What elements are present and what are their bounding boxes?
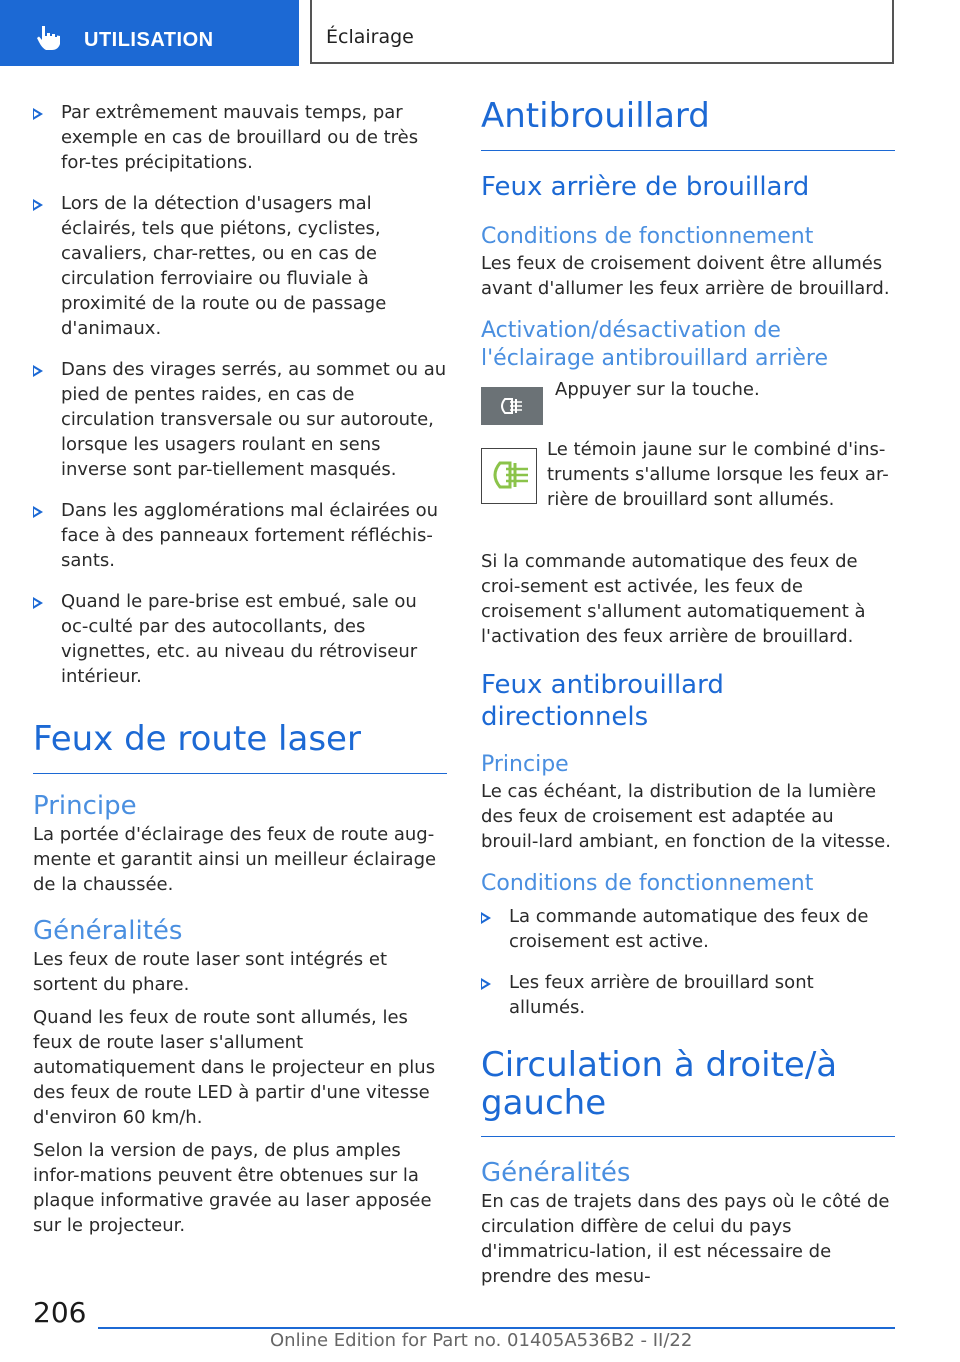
heading-directional-fog: Feux antibrouillard directionnels [481,670,724,732]
subheading-generalites: Généralités [33,916,183,946]
fog-button [481,387,543,425]
footer-rule [98,1327,895,1329]
heading-laser-high-beam: Feux de route laser [33,719,447,774]
generalites-right-text: En cas de trajets dans des pays où le côté de circulation diffère de celui du pays d'immatricu-lation, il est nécessaire de prendre des mesu- [481,1191,890,1287]
right-column [481,96,895,1297]
topic-box [310,0,894,64]
triangle-bullet-icon [481,912,491,924]
subheading-principe: Principe [33,791,137,821]
rear-fog-icon [481,387,543,425]
heading-antibrouillard: Antibrouillard [481,96,895,151]
section-tab [0,0,299,66]
triangle-bullet-icon [481,978,491,990]
controls-block [481,373,895,563]
page-number: 206 [33,1296,87,1329]
generalites-p2: Quand les feux de route sont allumés, les feux de route laser s'allument automatiquement dans le projecteur en plus des feux de route LED à partir d'une vitesse d'environ 60 km/h. [33,1007,436,1128]
subheading-principe-right: Principe [481,752,569,777]
triangle-bullet-icon [33,199,43,211]
principe-text: La portée d'éclairage des feux de route aug-mente et garantit ainsi un meilleur éclairage de la chaussée. [33,824,437,895]
subheading-conditions: Conditions de fonctionnement [481,224,814,249]
list-item: Par extrêmement mauvais temps, par exemple en cas de brouillard ou de très for-tes précipitations. [33,100,447,175]
conditions-list [33,100,447,689]
triangle-bullet-icon [33,365,43,377]
heading-circulation: Circulation à droite/à gauche [481,1046,895,1137]
subheading-activation: Activation/désactivation de l'éclairage antibrouillard arrière [481,318,828,371]
list-item: Dans les agglomérations mal éclairées ou face à des panneaux fortement réfléchis-sants. [33,498,447,573]
heading-rear-fog: Feux arrière de brouillard [481,172,810,202]
conditions-text: Les feux de croisement doivent être allumés avant d'allumer les feux arrière de brouillard. [481,253,890,299]
triangle-bullet-icon [33,506,43,518]
list-item: Dans des virages serrés, au sommet ou au pied de pentes raides, en cas de circulation transversale ou sur autoroute, lorsque les usagers roulant en sens inverse sont par-tiellement masqués. [33,357,447,482]
list-item: Les feux arrière de brouillard sont allumés. [481,970,895,1020]
auto-text: Si la commande automatique des feux de croi-sement est activée, les feux de croisement s'allument automatiquement à l'activation des feux arrière de brouillard. [481,551,866,647]
generalites-p3: Selon la version de pays, de plus amples infor-mations peuvent être obtenues sur la plaque informative gravée au laser apposée sur le projecteur. [33,1140,432,1236]
press-instruction: Appuyer sur la touche. [555,379,760,400]
indicator-lamp [481,448,537,504]
list-item: Quand le pare-brise est embué, sale ou oc-culté par des autocollants, des vignettes, etc. au niveau du rétroviseur intérieur. [33,589,447,689]
rear-fog-lamp-icon [482,449,535,502]
conditions-2-list [481,904,895,1020]
list-item: Lors de la détection d'usagers mal éclairés, tels que piétons, cyclistes, cavaliers, char-rettes, ou en cas de circulation ferroviaire ou fluviale à proximité de la route ou de passage d'animaux. [33,191,447,341]
principe-right-text: Le cas échéant, la distribution de la lumière des feux de croisement est adaptée au brouil-lard ambiant, en fonction de la vitesse. [481,781,891,852]
lamp-description: Le témoin jaune sur le combiné d'ins-truments s'allume lorsque les feux ar-rière de brouillard sont allumés. [547,439,889,510]
triangle-bullet-icon [33,108,43,120]
section-title: UTILISATION [84,29,214,51]
left-column [33,96,447,1246]
generalites-p1: Les feux de route laser sont intégrés et sortent du phare. [33,949,388,995]
topic-title: Éclairage [326,26,414,48]
triangle-bullet-icon [33,597,43,609]
subheading-conditions-2: Conditions de fonctionnement [481,871,814,896]
footer-edition: Online Edition for Part no. 01405A536B2 - II/22 [270,1330,693,1351]
subheading-generalites-right: Généralités [481,1158,631,1188]
list-item: La commande automatique des feux de croisement est active. [481,904,895,954]
hand-pointer-icon [34,22,64,52]
